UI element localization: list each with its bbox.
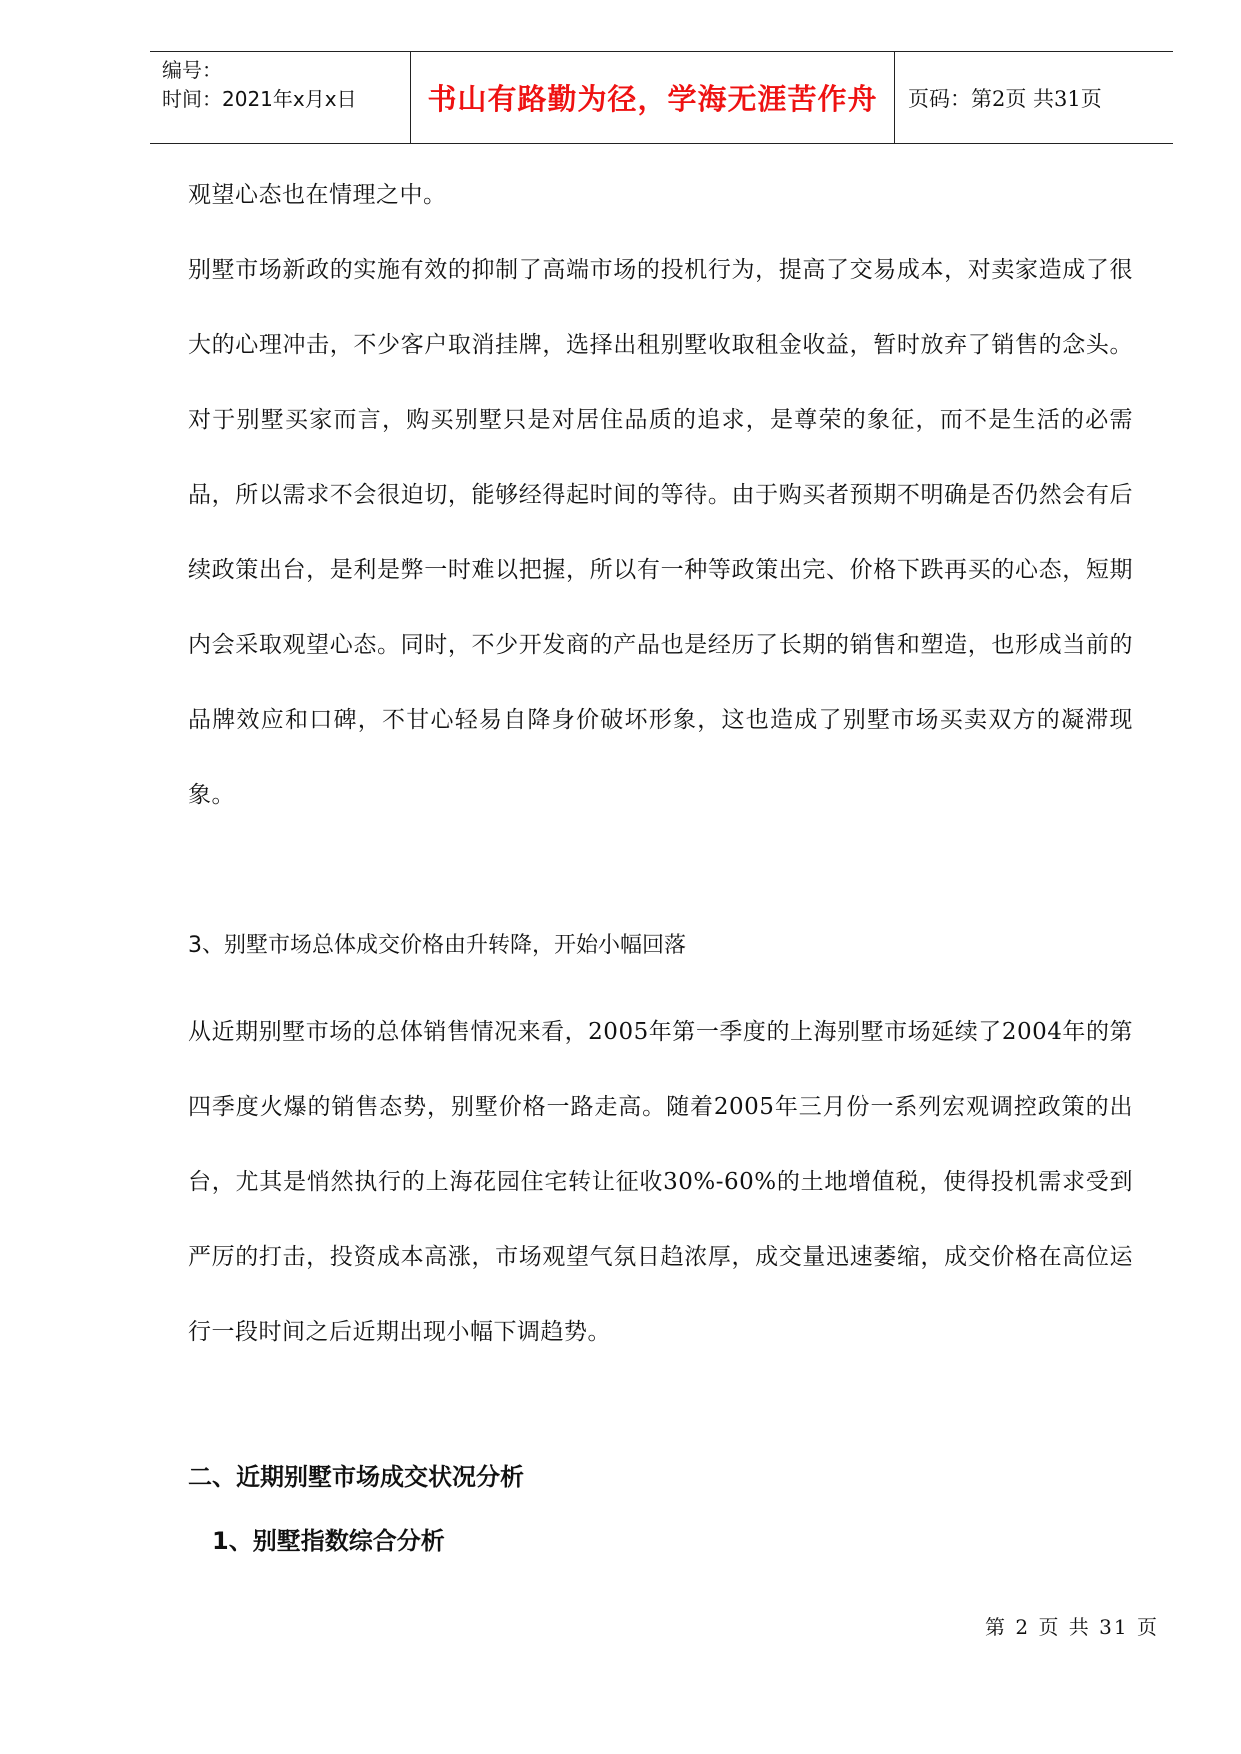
paragraph-block-2 (188, 995, 1133, 1370)
section-heading-2: 二、近期别墅市场成交状况分析 (188, 1463, 524, 1491)
header-page-cell (895, 52, 1173, 143)
subheading-price-trend: 3、别墅市场总体成交价格由升转降，开始小幅回落 (188, 933, 686, 958)
header-left-cell (150, 52, 410, 143)
motto-text: 书山有路勤为径，学海无涯苦作舟 (427, 82, 878, 116)
page-header (150, 51, 1173, 144)
serial-number-label: 编号： (162, 58, 222, 82)
paragraph-price-trend: 从近期别墅市场的总体销售情况来看，2005年第一季度的上海别墅市场延续了2004年的第四季度火爆的销售态势，别墅价格一路走高。随着2005年三月份一系列宏观调控政策的出台，尤其是悄然执行的上海花园住宅转让征收30%-60%的土地增值税，使得投机需求受到严厉的打击，投资成本高涨，市场观望气氛日趋浓厚，成交量迅速萎缩，成交价格在高位运行一段时间之后近期出现小幅下调趋势。 (188, 1019, 1133, 1345)
paragraph-new-policy: 别墅市场新政的实施有效的抑制了高端市场的投机行为，提高了交易成本，对卖家造成了很大的心理冲击，不少客户取消挂牌，选择出租别墅收取租金收益，暂时放弃了销售的念头。对于别墅买家而言，购买别墅只是对居住品质的追求，是尊荣的象征，而不是生活的必需品，所以需求不会很迫切，能够经得起时间的等待。由于购买者预期不明确是否仍然会有后续政策出台，是利是弊一时难以把握，所以有一种等政策出完、价格下跌再买的心态，短期内会采取观望心态。同时，不少开发商的产品也是经历了长期的销售和塑造，也形成当前的品牌效应和口碑，不甘心轻易自降身价破坏形象，这也造成了别墅市场买卖双方的凝滞现象。 (188, 257, 1133, 808)
paragraph-continuation: 观望心态也在情理之中。 (188, 182, 447, 208)
paragraph-block-1 (188, 158, 1133, 833)
page-footer: 第 2 页 共 31 页 (985, 1615, 1159, 1639)
subsection-heading-1: 1、别墅指数综合分析 (212, 1527, 445, 1555)
header-page-info: 页码：第2页 共31页 (908, 86, 1102, 111)
header-motto-cell (410, 52, 895, 143)
time-label: 时间：2021年x月x日 (162, 87, 357, 111)
